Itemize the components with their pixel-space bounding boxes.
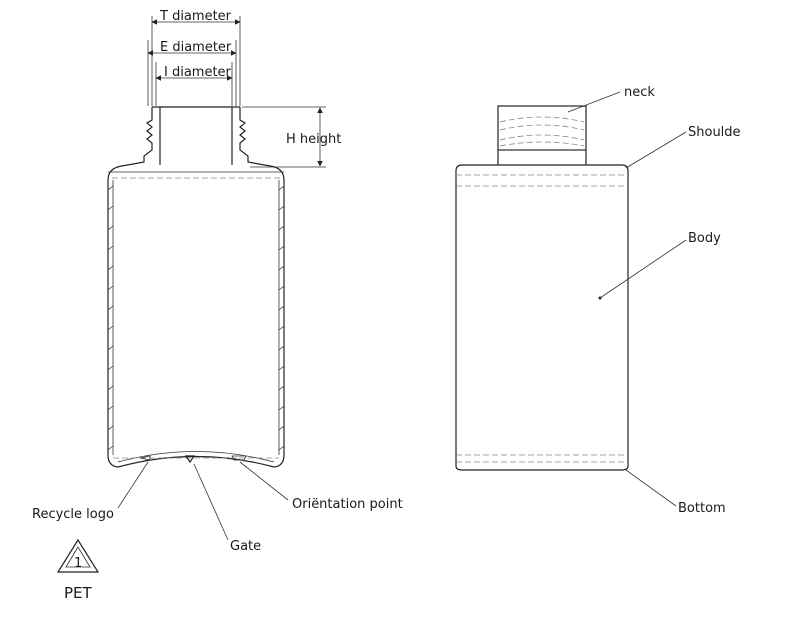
orientation-point-label: Oriëntation point	[292, 497, 403, 512]
bottle-section-view	[32, 9, 403, 554]
neck-label: neck	[624, 85, 655, 100]
t-diameter-label: T diameter	[160, 9, 232, 24]
orientation-leader	[240, 462, 288, 500]
bottom-label: Bottom	[678, 501, 726, 516]
recycle-logo-label: Recycle logo	[32, 507, 114, 522]
wall-hatching	[108, 186, 284, 450]
body-leader-dot	[599, 297, 602, 300]
recycle-material: PET	[64, 584, 92, 602]
neck-leader	[568, 92, 620, 112]
body-leader	[600, 240, 686, 298]
shoulder-label: Shoulde	[688, 125, 741, 140]
body-hidden-lines	[456, 175, 628, 462]
e-diameter-label: E diameter	[160, 40, 232, 55]
bottom-leader	[626, 470, 676, 506]
inner-wall	[113, 180, 279, 455]
gate-label: Gate	[230, 539, 262, 554]
gate-leader	[194, 464, 228, 540]
h-height-label: H height	[286, 132, 342, 147]
neck-outline	[108, 107, 284, 467]
body-outline	[456, 165, 628, 470]
i-diameter-label: I diameter	[164, 65, 231, 80]
recycle-logo-leader	[118, 462, 148, 508]
body-label: Body	[688, 231, 721, 246]
recycle-code: 1	[74, 556, 83, 571]
bottle-side-view	[456, 85, 741, 516]
shoulder-leader	[626, 132, 686, 168]
thread-lines	[500, 117, 584, 146]
recycle-symbol	[58, 540, 98, 602]
